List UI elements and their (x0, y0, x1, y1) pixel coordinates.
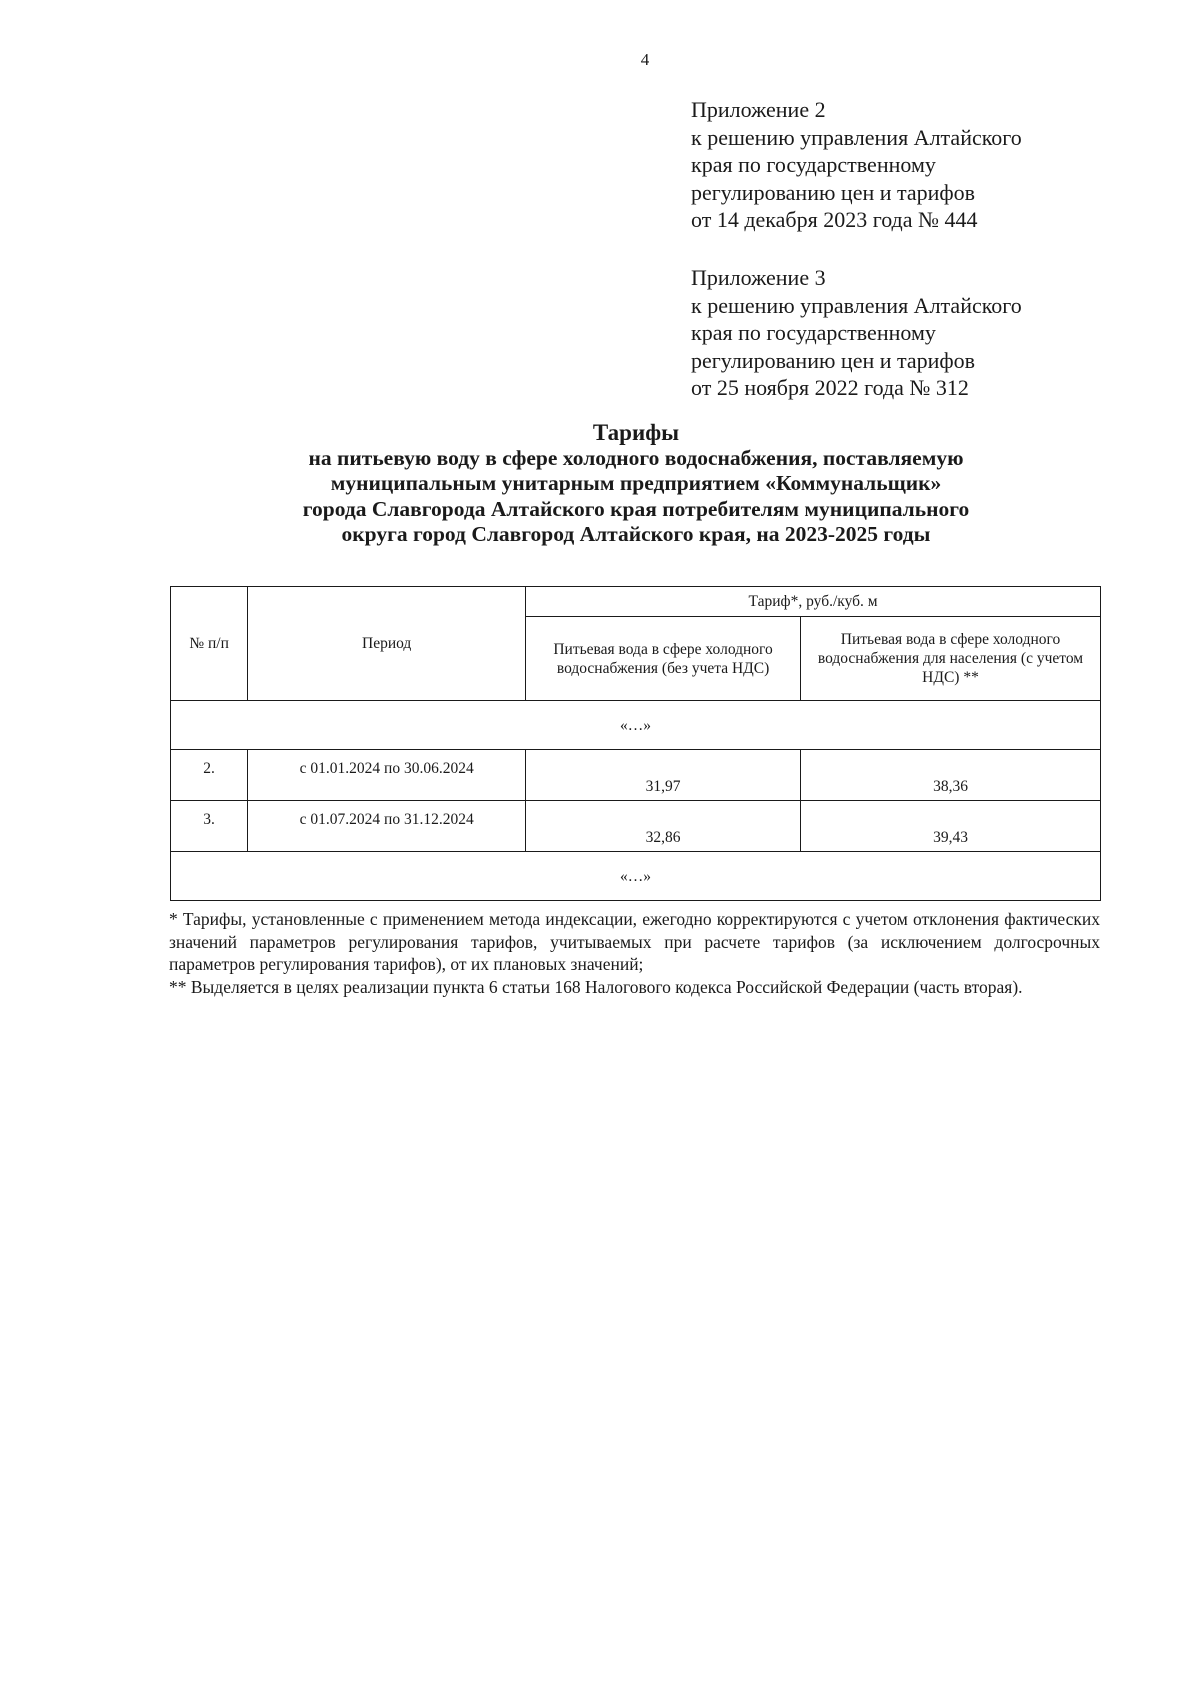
document-title (170, 420, 1102, 548)
row-tariff-with-vat: 38,36 (801, 750, 1101, 801)
appendix-2-line: к решению управления Алтайского (691, 124, 1022, 150)
title-line: округа город Славгород Алтайского края, на 2023-2025 годы (341, 522, 931, 546)
table-ellipsis-row (171, 701, 1101, 750)
title-line: города Славгорода Алтайского края потребителям муниципального (302, 496, 970, 521)
footnote-1: * Тарифы, установленные с применением метода индексации, ежегодно корректируются с учетом отклонения фактических значений параметров регулирования тарифов, учитываемых при расчете тарифов (за исключением долгосрочных параметров регулирования тарифов), от их плановых значений; (169, 909, 1100, 974)
appendix-3-line: Приложение 3 (691, 265, 826, 290)
ellipsis-cell: «…» (171, 701, 1101, 750)
appendix-2-line: от 14 декабря 2023 года № 444 (691, 207, 978, 232)
table-row (171, 750, 1101, 801)
row-tariff-no-vat: 32,86 (526, 801, 801, 852)
appendix-3-line: регулированию цен и тарифов (691, 347, 976, 373)
title-line: муниципальным унитарным предприятием «Коммунальщик» (330, 471, 942, 495)
page-number: 4 (640, 50, 650, 69)
row-tariff-with-vat: 39,43 (801, 801, 1101, 852)
header-tariff-no-vat: Питьевая вода в сфере холодного водоснабжения (без учета НДС) (526, 617, 801, 701)
header-tariff-group: Тариф*, руб./куб. м (526, 587, 1101, 617)
appendix-3-line: края по государственному (691, 320, 936, 345)
appendix-3-line: от 25 ноября 2022 года № 312 (691, 375, 969, 400)
table-ellipsis-row (171, 852, 1101, 901)
row-period: с 01.07.2024 по 31.12.2024 (248, 801, 526, 852)
ellipsis-cell: «…» (171, 852, 1101, 901)
tariff-table (170, 586, 1101, 901)
appendix-3-line: к решению управления Алтайского (691, 292, 1022, 318)
appendix-3-block (691, 264, 1022, 402)
table-row (171, 801, 1101, 852)
row-num: 3. (171, 801, 248, 852)
appendix-2-line: регулированию цен и тарифов (691, 179, 976, 205)
header-tariff-with-vat: Питьевая вода в сфере холодного водоснабжения для населения (с учетом НДС) ** (801, 617, 1101, 701)
header-num: № п/п (171, 587, 248, 701)
table-header-row (171, 587, 1101, 617)
footnote-2: ** Выделяется в целях реализации пункта 6 статьи 168 Налогового кодекса Российской Федерации (часть вторая). (169, 976, 1023, 997)
appendix-2-line: Приложение 2 (691, 97, 826, 122)
row-tariff-no-vat: 31,97 (526, 750, 801, 801)
row-period: с 01.01.2024 по 30.06.2024 (248, 750, 526, 801)
footnotes (169, 908, 1100, 998)
header-period: Период (248, 587, 526, 701)
appendix-2-block (691, 96, 1022, 234)
title-main: Тарифы (592, 420, 680, 445)
row-num: 2. (171, 750, 248, 801)
title-line: на питьевую воду в сфере холодного водоснабжения, поставляемую (308, 445, 964, 470)
appendix-2-line: края по государственному (691, 152, 936, 177)
